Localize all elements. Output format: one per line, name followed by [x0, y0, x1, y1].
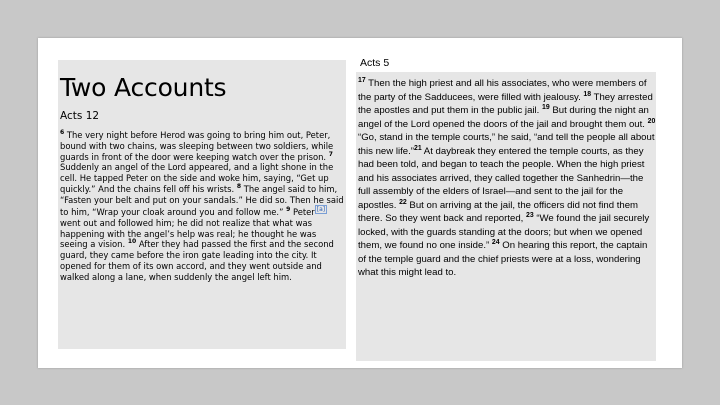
verse-text: But on arriving at the jail, the officers did not find them there. So they went back and reported,: [358, 199, 639, 224]
right-reference-label: Acts 5: [360, 57, 390, 69]
verse-number: 23: [526, 211, 534, 219]
verse-text: At daybreak they entered the temple courts, as they had been told, and began to teach the people. When the high priest and his associates arrived, they called together the Sanhedrin—the full assembly of the elders of Israel—and sent to the jail for the apostles.: [358, 145, 645, 211]
verse-number: 21: [413, 144, 422, 152]
left-reference-label: Acts 12: [60, 110, 100, 122]
slide: [38, 38, 682, 368]
verse-text: But during the night an angel of the Lord opened the doors of the jail and brought them out.: [358, 105, 649, 130]
left-text-box[interactable]: [58, 60, 346, 349]
verse-text: Then the high priest and all his associates, who were members of the party of the Sadducees, were filled with jealousy.: [358, 78, 647, 103]
verse-number: 17: [358, 76, 366, 84]
verse-number: 18: [583, 90, 592, 98]
verse-number: 9: [286, 206, 291, 214]
verse-number: 24: [491, 238, 500, 246]
verse-text: The angel said to him, “Fasten your belt and put on your sandals.” He did so. Then he said to him, “Wrap your cloak around you and follow me.”: [60, 183, 344, 218]
verse-text: Suddenly an angel of the Lord appeared, and a light shone in the cell. He tapped Peter on the side and woke him, saying, “Get up quickly.” And the chains fell off his wrists.: [60, 162, 334, 194]
verse-text: The very night before Herod was going to bring him out, Peter, bound with two chains, was sleeping between two soldiers, while guards in front of the door were keeping watch over the prison.: [60, 130, 334, 162]
verse-number: 8: [236, 182, 242, 190]
footnote-link[interactable]: [a]: [316, 206, 326, 214]
verse-text: Peter: [290, 207, 315, 218]
verse-text: They arrested the apostles and put them in the public jail.: [358, 91, 653, 116]
verse-number: 19: [542, 103, 550, 111]
verse-number: 10: [127, 238, 137, 246]
verse-text: “Go, stand in the temple courts,” he said, “and tell the people all about this new life.”: [358, 132, 655, 157]
verse-number: 22: [399, 198, 407, 206]
right-text-box[interactable]: [356, 72, 656, 361]
left-passage-text: [60, 130, 345, 282]
verse-number: 20: [647, 117, 656, 125]
verse-number: 6: [60, 129, 65, 137]
verse-text: After they had passed the first and the second guard, they came before the iron gate leading into the city. It opened for them of its own accord, and they went outside and walked along a lane, when suddenly the angel left him.: [60, 239, 334, 282]
verse-number: 7: [328, 150, 333, 158]
verse-text: went out and followed him; he did not realize that what was happening with the angel’s help was real; he thought he was seeing a vision.: [60, 217, 317, 250]
slide-title: Two Accounts: [60, 73, 227, 102]
right-passage-text: [358, 77, 656, 280]
verse-text: “We found the jail securely locked, with the guards standing at the doors; but when we opened them, we found no one inside.”: [358, 213, 650, 251]
verse-text: On hearing this report, the captain of the temple guard and the chief priests were at a loss, wondering what this might lead to.: [358, 240, 648, 278]
